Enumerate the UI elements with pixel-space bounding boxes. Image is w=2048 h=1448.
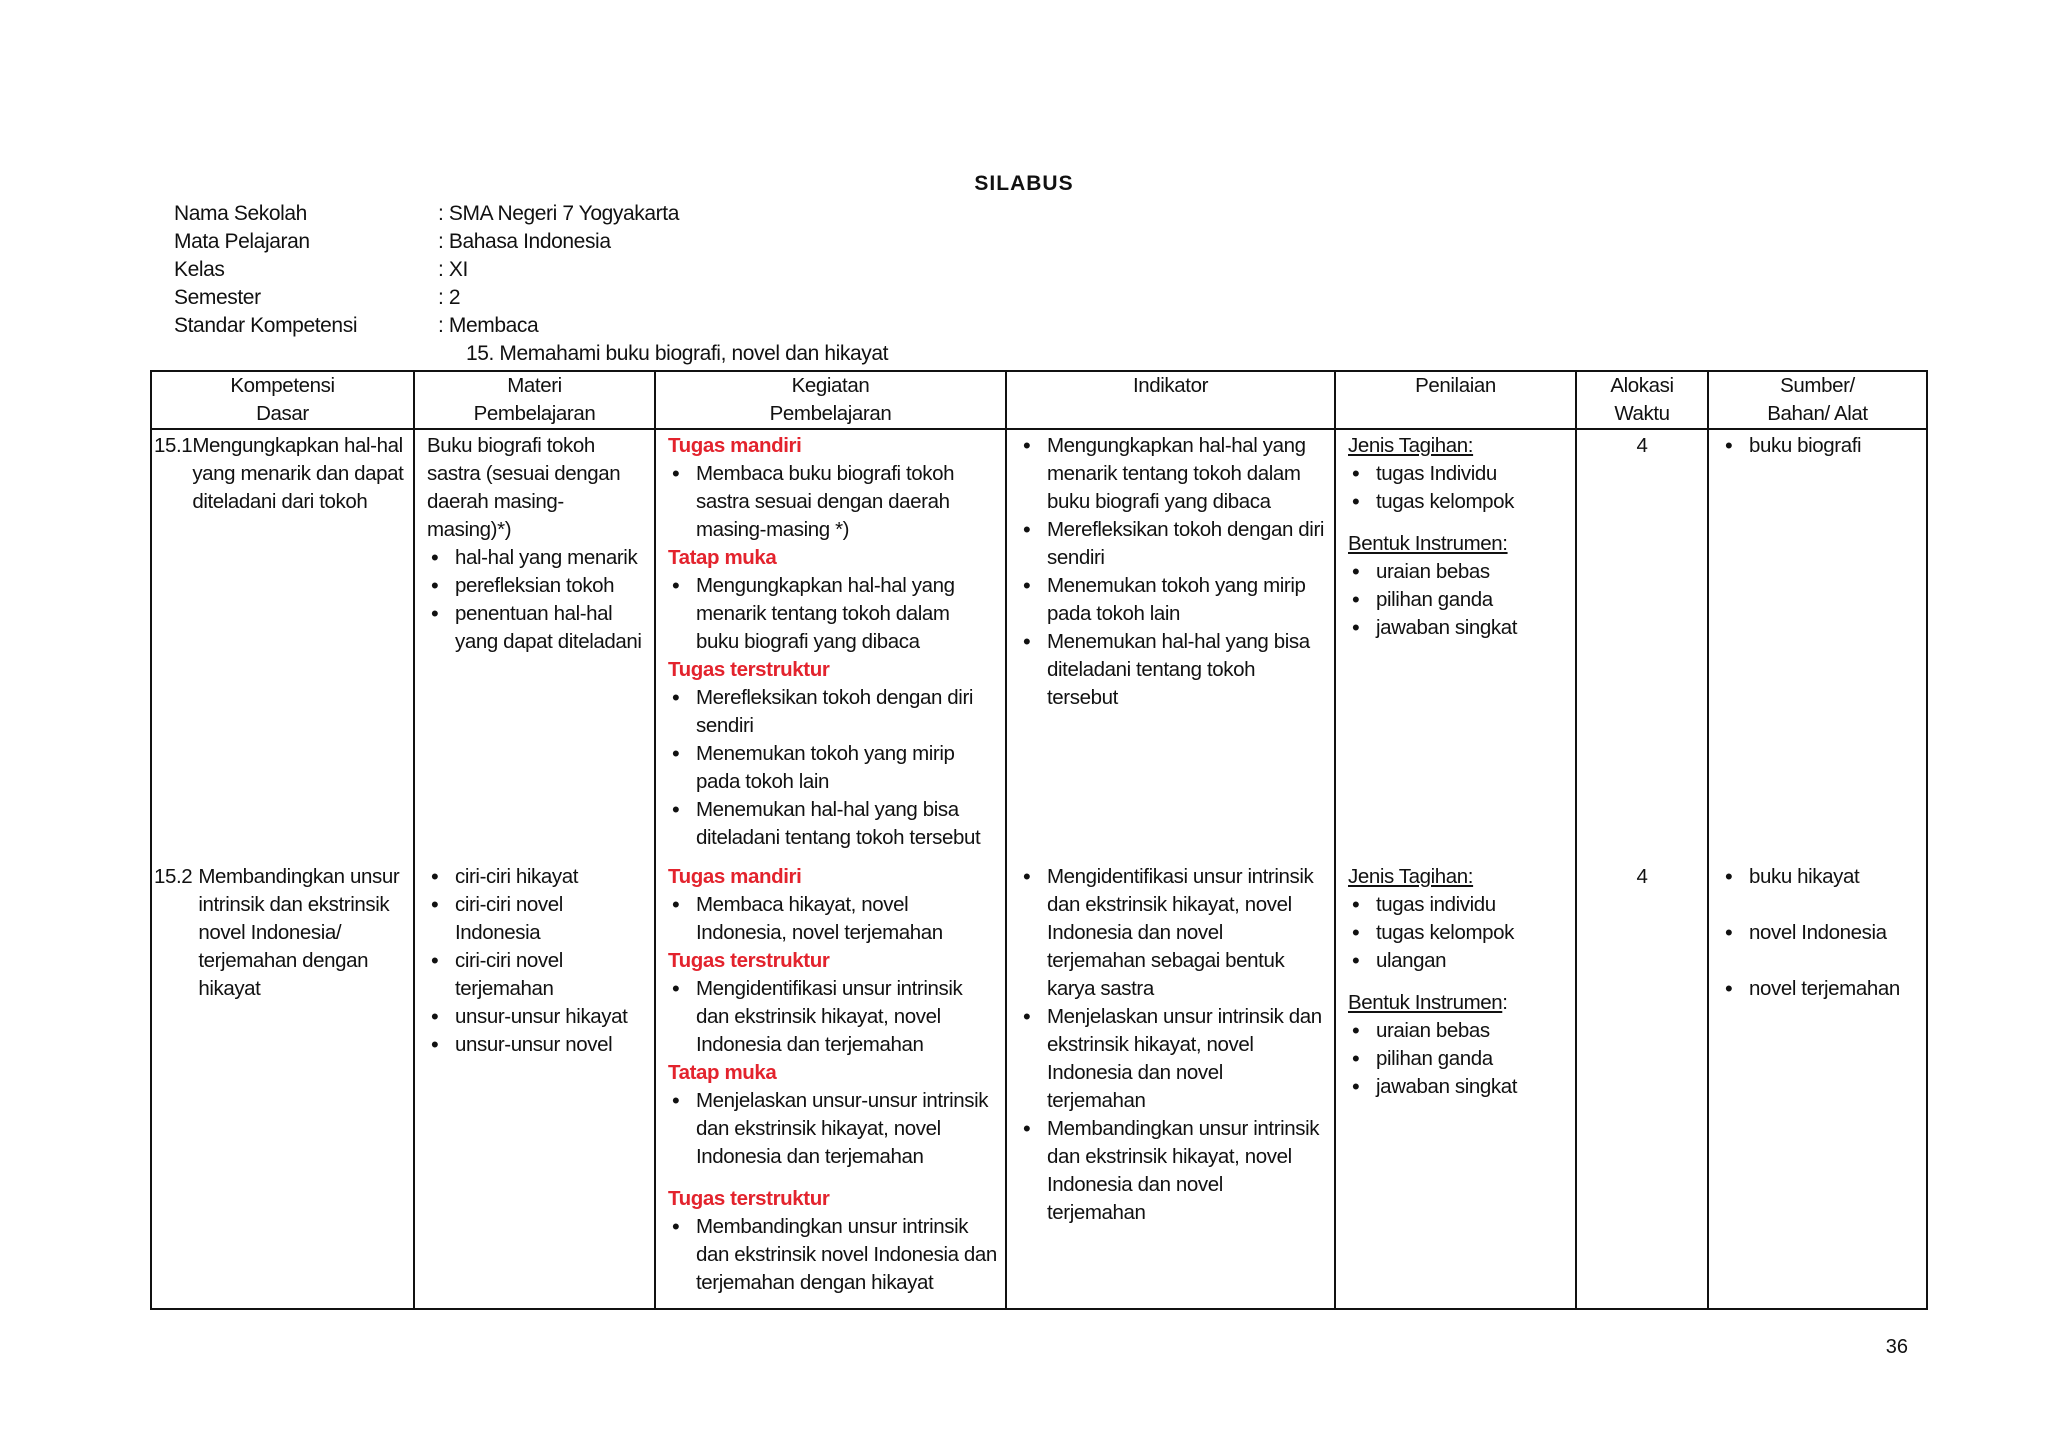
cell-indikator <box>1006 429 1335 861</box>
header-kompetensi-dasar <box>151 371 414 429</box>
cell-indikator <box>1006 861 1335 1309</box>
list-item: • unsur-unsur novel <box>427 1031 646 1059</box>
cell-kompetensi-dasar <box>151 861 414 1309</box>
alokasi-value: 4 <box>1636 434 1648 457</box>
sumber-block <box>1709 861 1926 1005</box>
list-item: • novel Indonesia <box>1721 919 1918 947</box>
meta-value: : Membaca <box>438 314 539 337</box>
meta-row-subject <box>174 228 888 256</box>
kd-text: Membandingkan unsur intrinsik dan ekstrinsik novel Indonesia/ terjemahan dengan hikayat <box>198 865 400 1000</box>
list-item: • uraian bebas <box>1348 558 1567 586</box>
meta-label: Mata Pelajaran <box>174 230 310 253</box>
indikator-block <box>1007 430 1334 714</box>
jenis-tagihan-label: Jenis Tagihan: <box>1348 434 1474 457</box>
activity-heading: Tugas mandiri <box>668 434 802 457</box>
page-number: 36 <box>1885 1336 1908 1358</box>
cell-kegiatan <box>655 861 1006 1309</box>
sumber-block <box>1709 430 1926 462</box>
cell-kompetensi-dasar <box>151 429 414 861</box>
list-item: • Mengungkapkan hal-hal yang menarik tentang tokoh dalam buku biografi yang dibaca <box>668 572 997 656</box>
header-materi <box>414 371 655 429</box>
list-item: • novel terjemahan <box>1721 975 1918 1003</box>
list-item: • Mengungkapkan hal-hal yang menarik tentang tokoh dalam buku biografi yang dibaca <box>1019 432 1326 516</box>
meta-row-semester <box>174 284 888 312</box>
kd-number: 15.2 <box>154 865 193 888</box>
activity-list <box>668 891 997 947</box>
list-item: • tugas individu <box>1348 891 1567 919</box>
list-item: • jawaban singkat <box>1348 614 1567 642</box>
header-line: Kegiatan <box>791 374 870 397</box>
activity-list <box>668 572 997 656</box>
activity-heading: Tugas terstruktur <box>668 1187 830 1210</box>
meta-label: Kelas <box>174 258 225 281</box>
kd-text: Mengungkapkan hal-hal yang menarik dan dapat diteladani dari tokoh <box>192 434 404 513</box>
header-line: Materi <box>507 374 562 397</box>
materi-list <box>427 863 646 1059</box>
activity-list <box>668 975 997 1059</box>
bentuk-instrumen-colon: : <box>1502 991 1508 1014</box>
list-item: • Menemukan tokoh yang mirip pada tokoh lain <box>1019 572 1326 628</box>
list-item: • Membandingkan unsur intrinsik dan ekstrinsik novel Indonesia dan terjemahan dengan hikayat <box>668 1213 997 1297</box>
page-title: SILABUS <box>974 172 1074 195</box>
meta-label: Standar Kompetensi <box>174 314 358 337</box>
indikator-list <box>1019 863 1326 1227</box>
meta-row-class <box>174 256 888 284</box>
meta-label: Nama Sekolah <box>174 202 307 225</box>
meta-label: Semester <box>174 286 261 309</box>
activity-list <box>668 684 997 852</box>
activity-heading: Tatap muka <box>668 546 777 569</box>
header-sumber <box>1708 371 1927 429</box>
activity-heading: Tugas terstruktur <box>668 658 830 681</box>
list-item: • ciri-ciri hikayat <box>427 863 646 891</box>
meta-row-standard <box>174 312 888 340</box>
list-item: • Membandingkan unsur intrinsik dan ekstrinsik hikayat, novel Indonesia dan novel terjemahan <box>1019 1115 1326 1227</box>
header-line: Sumber/ <box>1780 374 1855 397</box>
jenis-tagihan-list <box>1348 891 1567 975</box>
materi-list <box>427 544 646 656</box>
cell-materi <box>414 861 655 1309</box>
bentuk-instrumen-list <box>1348 558 1567 642</box>
list-item: • Menjelaskan unsur-unsur intrinsik dan ekstrinsik hikayat, novel Indonesia dan terjemahan <box>668 1087 997 1171</box>
activity-list <box>668 1213 997 1297</box>
penilaian-block <box>1336 861 1575 1103</box>
alokasi-value: 4 <box>1636 865 1648 888</box>
cell-penilaian <box>1335 429 1576 861</box>
header-penilaian <box>1335 371 1576 429</box>
materi-block <box>415 861 654 1061</box>
list-item: • Menemukan tokoh yang mirip pada tokoh lain <box>668 740 997 796</box>
list-item: • hal-hal yang menarik <box>427 544 646 572</box>
indikator-block <box>1007 861 1334 1229</box>
list-item: • uraian bebas <box>1348 1017 1567 1045</box>
kd-number: 15.1 <box>154 434 193 457</box>
cell-alokasi <box>1576 861 1708 1309</box>
list-item: • Menemukan hal-hal yang bisa diteladani tentang tokoh tersebut <box>1019 628 1326 712</box>
activity-heading: Tugas mandiri <box>668 865 802 888</box>
meta-value: : Bahasa Indonesia <box>438 230 611 253</box>
list-item: • pilihan ganda <box>1348 586 1567 614</box>
list-item: • buku biografi <box>1721 432 1918 460</box>
list-item: • Merefleksikan tokoh dengan diri sendiri <box>668 684 997 740</box>
meta-value: : 2 <box>438 286 461 309</box>
list-item: • Menemukan hal-hal yang bisa diteladani tentang tokoh tersebut <box>668 796 997 852</box>
header-line: Dasar <box>256 402 309 425</box>
list-item: • Mengidentifikasi unsur intrinsik dan ekstrinsik hikayat, novel Indonesia dan novel terjemahan sebagai bentuk karya sastra <box>1019 863 1326 1003</box>
list-item: • tugas kelompok <box>1348 488 1567 516</box>
list-item: • Membaca hikayat, novel Indonesia, novel terjemahan <box>668 891 997 947</box>
cell-alokasi <box>1576 429 1708 861</box>
list-item: • penentuan hal-hal yang dapat diteladani <box>427 600 646 656</box>
header-alokasi <box>1576 371 1708 429</box>
list-item: • tugas Individu <box>1348 460 1567 488</box>
kegiatan-block <box>656 861 1005 1299</box>
header-line: Pembelajaran <box>473 402 596 425</box>
kd-block <box>152 430 413 518</box>
list-item: • Merefleksikan tokoh dengan diri sendiri <box>1019 516 1326 572</box>
indikator-list <box>1019 432 1326 712</box>
kegiatan-block <box>656 430 1005 854</box>
bentuk-instrumen-heading <box>1348 989 1567 1017</box>
standard-detail: 15. Memahami buku biografi, novel dan hikayat <box>466 342 889 365</box>
list-item: • ulangan <box>1348 947 1567 975</box>
bentuk-instrumen-list <box>1348 1017 1567 1101</box>
list-item: • perefleksian tokoh <box>427 572 646 600</box>
bentuk-instrumen-label: Bentuk Instrumen: <box>1348 532 1508 555</box>
penilaian-block <box>1336 430 1575 644</box>
meta-value: : XI <box>438 258 468 281</box>
table-row <box>151 429 1927 861</box>
header-line: Pembelajaran <box>769 402 892 425</box>
header-indikator <box>1006 371 1335 429</box>
activity-heading: Tugas terstruktur <box>668 949 830 972</box>
spacer <box>1348 975 1567 989</box>
header-line: Kompetensi <box>230 374 335 397</box>
table-header-row <box>151 371 1927 429</box>
materi-block <box>415 430 654 658</box>
list-item: • Menjelaskan unsur intrinsik dan ekstrinsik hikayat, novel Indonesia dan novel terjemahan <box>1019 1003 1326 1115</box>
list-item: • Membaca buku biografi tokoh sastra sesuai dengan daerah masing-masing *) <box>668 460 997 544</box>
sumber-list <box>1721 863 1918 1003</box>
cell-sumber <box>1708 429 1927 861</box>
activity-list <box>668 1087 997 1171</box>
materi-intro: Buku biografi tokoh sastra (sesuai dengan daerah masing-masing)*) <box>427 434 621 541</box>
header-line: Indikator <box>1132 374 1209 397</box>
cell-penilaian <box>1335 861 1576 1309</box>
meta-value: : SMA Negeri 7 Yogyakarta <box>438 202 679 225</box>
spacer <box>1348 516 1567 530</box>
header-line: Waktu <box>1614 402 1670 425</box>
table-row <box>151 861 1927 1309</box>
jenis-tagihan-list <box>1348 460 1567 516</box>
header-line: Bahan/ Alat <box>1767 402 1868 425</box>
list-item: • tugas kelompok <box>1348 919 1567 947</box>
jenis-tagihan-label: Jenis Tagihan: <box>1348 865 1474 888</box>
list-item: • ciri-ciri novel Indonesia <box>427 891 646 947</box>
list-item: • unsur-unsur hikayat <box>427 1003 646 1031</box>
kd-block <box>152 861 413 1005</box>
list-item: • pilihan ganda <box>1348 1045 1567 1073</box>
syllabus-table <box>150 370 1928 1310</box>
header-kegiatan <box>655 371 1006 429</box>
list-item: • jawaban singkat <box>1348 1073 1567 1101</box>
sumber-list <box>1721 432 1918 460</box>
bentuk-instrumen-label: Bentuk Instrumen <box>1348 991 1503 1014</box>
spacer <box>668 1171 997 1185</box>
header-line: Penilaian <box>1415 374 1496 397</box>
list-item: • buku hikayat <box>1721 863 1918 891</box>
activity-list <box>668 460 997 544</box>
cell-materi <box>414 429 655 861</box>
header-line: Alokasi <box>1610 374 1674 397</box>
cell-kegiatan <box>655 429 1006 861</box>
list-item: • ciri-ciri novel terjemahan <box>427 947 646 1003</box>
document-meta <box>174 200 888 368</box>
list-item: • Mengidentifikasi unsur intrinsik dan ekstrinsik hikayat, novel Indonesia dan terjemahan <box>668 975 997 1059</box>
meta-row-school <box>174 200 888 228</box>
cell-sumber <box>1708 861 1927 1309</box>
activity-heading: Tatap muka <box>668 1061 777 1084</box>
